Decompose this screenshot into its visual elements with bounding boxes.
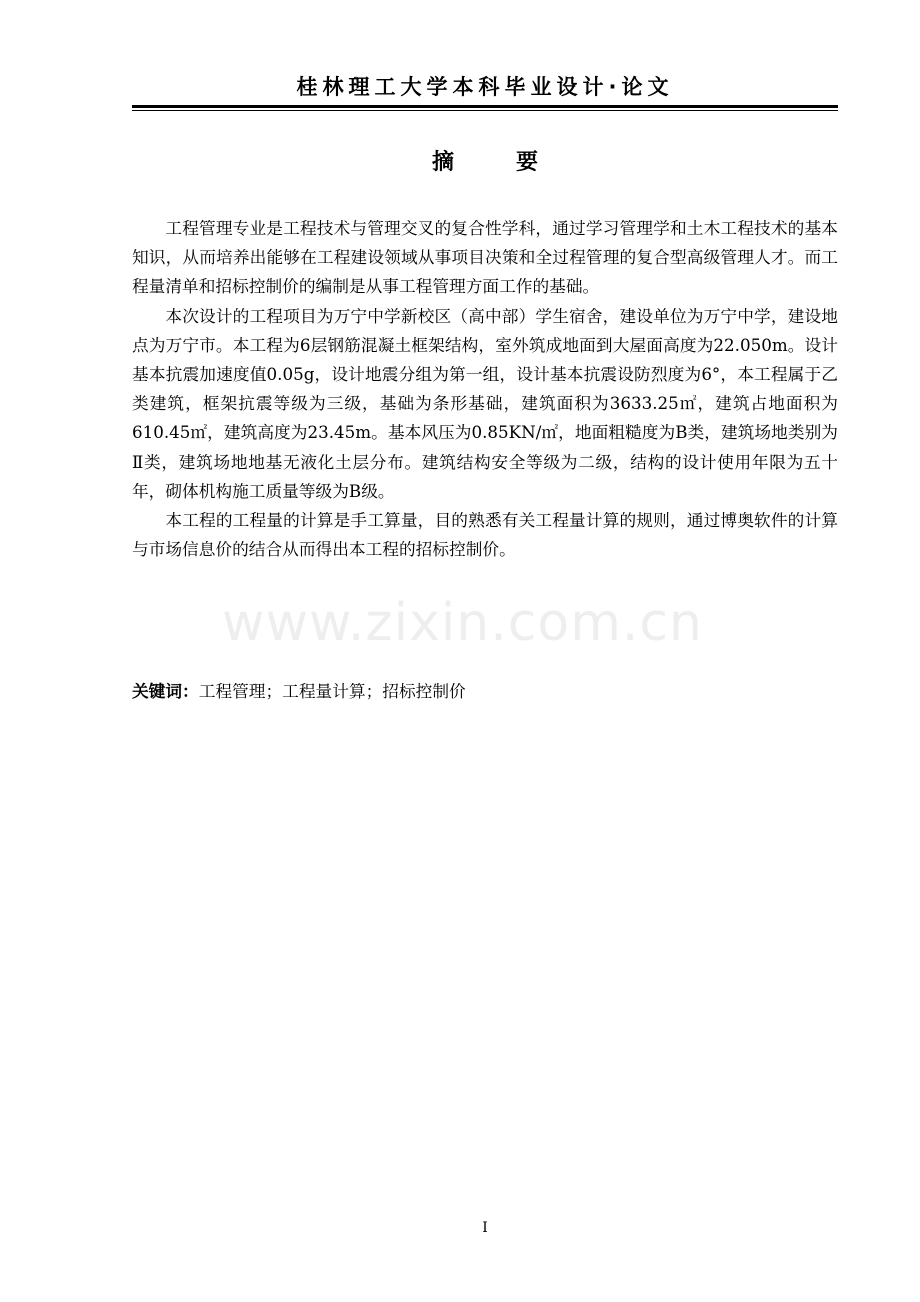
keywords-label: 关键词： [132, 681, 199, 701]
abstract-paragraph-1: 工程管理专业是工程技术与管理交叉的复合性学科，通过学习管理学和土木工程技术的基本知识，从而培养出能够在工程建设领域从事项目决策和全过程管理的复合型高级管理人才。而工程量清单和招标控制价的编制是从事工程管理方面工作的基础。 [132, 218, 838, 297]
keywords-line [132, 676, 838, 706]
header-rule-thick [132, 105, 838, 108]
abstract-paragraph-2: 本次设计的工程项目为万宁中学新校区（高中部）学生宿舍，建设单位为万宁中学，建设地点为万宁市。本工程为6层钢筋混凝土框架结构，室外筑成地面到大屋面高度为22.050m。设计基本抗震加速度值0.05g，设计地震分组为第一组，设计基本抗震设防烈度为6°，本工程属于乙类建筑，框架抗震等级为三级，基础为条形基础，建筑面积为3633.25㎡，建筑占地面积为610.45㎡，建筑高度为23.45m。基本风压为0.85KN/㎡，地面粗糙度为B类，建筑场地类别为Ⅱ类，建筑场地地基无液化土层分布。建筑结构安全等级为二级，结构的设计使用年限为五十年，砌体机构施工质量等级为B级。 [132, 305, 838, 501]
abstract-paragraph-3: 本工程的工程量的计算是手工算量，目的熟悉有关工程量计算的规则，通过博奥软件的计算与市场信息价的结合从而得出本工程的招标控制价。 [132, 510, 838, 560]
header-rule-thin [132, 110, 838, 111]
document-header-title: 桂林理工大学本科毕业设计·论文 [296, 75, 674, 99]
abstract-title: 摘要 [431, 150, 600, 175]
keywords-text: 工程管理；工程量计算；招标控制价 [198, 681, 466, 701]
abstract-body [132, 214, 838, 564]
watermark-text: www.zixin.com.cn [222, 593, 703, 653]
page-number: I [482, 1220, 488, 1236]
